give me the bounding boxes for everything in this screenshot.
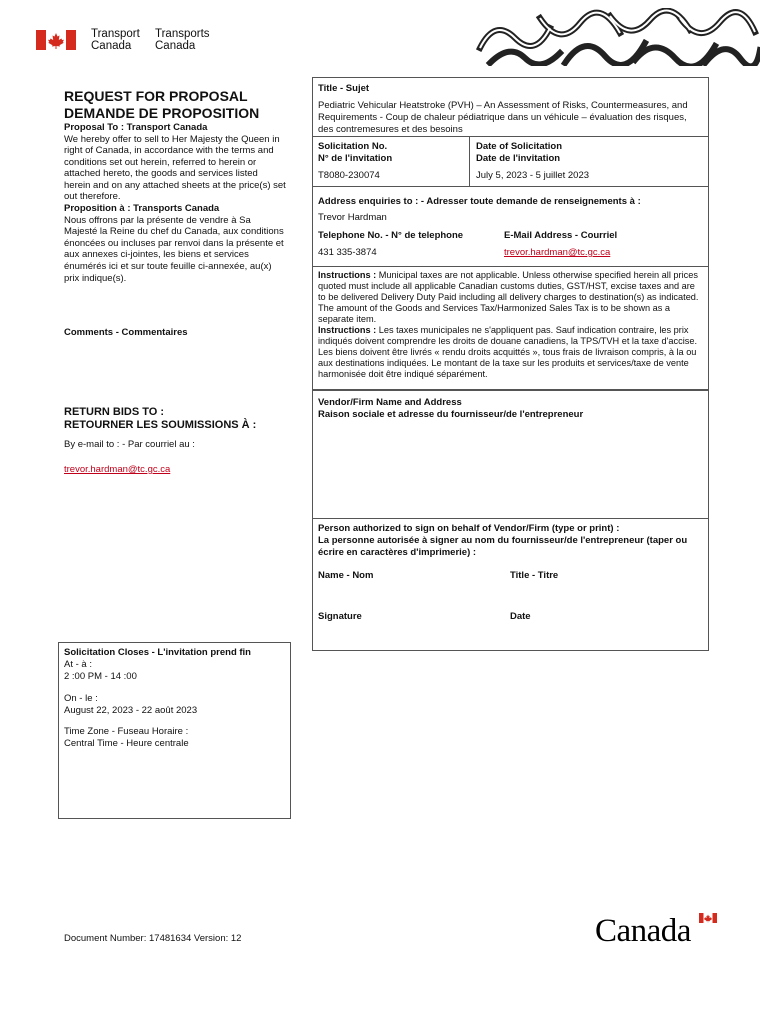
department-name-fr — [155, 28, 210, 52]
vendor-name-address-field[interactable] — [318, 425, 703, 513]
title-label: Title - Sujet — [318, 83, 370, 94]
instructions-en-heading: Instructions : — [318, 270, 377, 280]
telephone-value: 431 335-3874 — [318, 247, 377, 258]
email-label: E-Mail Address - Courriel — [504, 230, 618, 241]
proposal-to-en-heading: Proposal To : Transport Canada — [64, 122, 208, 133]
return-bids-heading — [64, 406, 256, 432]
divider — [313, 186, 708, 187]
date-field-label: Date — [510, 611, 531, 622]
department-en-line2: Canada — [91, 40, 132, 53]
department-fr-line1: Transports — [155, 28, 210, 40]
instructions-fr — [318, 325, 705, 380]
return-email-link[interactable]: trevor.hardman@tc.gc.ca — [64, 464, 171, 475]
address-enquiries-label: Address enquiries to : - Adresser toute demande de renseignements à : — [318, 196, 641, 207]
instructions-text — [318, 270, 705, 380]
date-label-en: Date of Solicitation — [476, 141, 563, 152]
person-authorized-label — [318, 523, 703, 559]
department-fr-line2: Canada — [155, 40, 196, 53]
telephone-label: Telephone No. - N° de telephone — [318, 230, 464, 241]
solicitation-no-label-fr: N° de l'invitation — [318, 152, 393, 164]
person-authorized-label-en: Person authorized to sign on behalf of Vendor/Firm (type or print) : — [318, 523, 620, 534]
decorative-pattern-graphic — [470, 8, 760, 66]
solicitation-no-value: T8080-230074 — [318, 170, 380, 181]
document-title — [64, 88, 259, 121]
name-label: Name - Nom — [318, 570, 374, 581]
date-of-solicitation-label — [476, 141, 562, 165]
title-fr: DEMANDE DE PROPOSITION — [64, 104, 260, 121]
at-value: 2 :00 PM - 14 :00 — [64, 670, 137, 682]
department-name-en — [91, 28, 140, 52]
solicitation-info-box — [312, 77, 709, 390]
wordmark-flag-icon — [699, 913, 717, 923]
divider — [313, 136, 708, 137]
return-bids-en: RETURN BIDS TO : — [64, 406, 165, 418]
contact-email-link[interactable]: trevor.hardman@tc.gc.ca — [504, 247, 611, 258]
timezone-value: Central Time - Heure centrale — [64, 738, 189, 750]
instructions-en — [318, 270, 705, 325]
solicitation-no-label — [318, 141, 392, 165]
date-label-fr: Date de l'invitation — [476, 152, 561, 164]
solicitation-closes-box — [58, 642, 291, 819]
divider — [313, 518, 708, 519]
instructions-en-body: Municipal taxes are not applicable. Unless otherwise specified herein all prices quoted must include all applicable Canadian customs duties, GST/HST, excise taxes and are to be delivered Delivery Duty Paid including all delivery charges to destination(s) as indicated. The amount of the Goods and Services Tax/Harmonized Sales Tax is to be shown as a separate item. — [318, 270, 699, 325]
by-email-label: By e-mail to : - Par courriel au : — [64, 439, 195, 450]
wordmark-text: Canada — [595, 913, 691, 949]
proposal-to-fr-body: Nous offrons par la présente de vendre à Sa Majesté la Reine du chef du Canada, aux conditions énoncées ou incluses par renvoi dans la présente et aux annexes ci-jointes, les biens et services énumérés ici et sur toute feuille ci-annexée, au(x) prix indique(s). — [64, 214, 284, 284]
solicitation-no-label-en: Solicitation No. — [318, 141, 388, 152]
proposal-to-section — [64, 122, 286, 284]
vendor-label-fr: Raison sociale et adresse du fournisseur/de l'entrepreneur — [318, 408, 584, 420]
canada-flag-icon — [36, 30, 76, 50]
proposal-to-fr-heading: Proposition à : Transports Canada — [64, 203, 220, 215]
date-of-solicitation-value: July 5, 2023 - 5 juillet 2023 — [476, 170, 590, 181]
timezone-label: Time Zone - Fuseau Horaire : — [64, 726, 189, 738]
vendor-label-en: Vendor/Firm Name and Address — [318, 397, 462, 408]
title-field-label: Title - Titre — [510, 570, 559, 581]
canada-wordmark — [595, 913, 720, 948]
divider — [469, 136, 470, 186]
title-en: REQUEST FOR PROPOSAL — [64, 88, 248, 104]
proposal-to-en-body: We hereby offer to sell to Her Majesty the Queen in right of Canada, in accordance with the terms and conditions set out herein, referred to herein or attached hereto, the goods and services listed herein and on any attached sheets at the price(s) set out therefore. — [64, 133, 286, 203]
person-authorized-label-fr: La personne autorisée à signer au nom du fournisseur/de l'entrepreneur (taper ou écrire en caractères d'imprimerie) : — [318, 534, 688, 558]
vendor-box — [312, 390, 709, 651]
at-label: At - à : — [64, 658, 92, 670]
vendor-label — [318, 397, 583, 421]
contact-name: Trevor Hardman — [318, 212, 387, 223]
return-bids-fr: RETOURNER LES SOUMISSIONS À : — [64, 419, 257, 432]
department-en-line1: Transport — [91, 28, 140, 40]
document-number: Document Number: 17481634 Version: 12 — [64, 933, 242, 944]
signature-label: Signature — [318, 611, 362, 622]
instructions-fr-heading: Instructions : — [318, 325, 377, 336]
on-label: On - le : — [64, 692, 98, 704]
divider — [313, 266, 708, 267]
title-value: Pediatric Vehicular Heatstroke (PVH) – An Assessment of Risks, Countermeasures, and Requirements - Coup de chaleur pédiatrique dans un véhicule – évaluation des risques, des contremesures et des besoins — [318, 100, 688, 135]
on-value: August 22, 2023 - 22 août 2023 — [64, 704, 198, 716]
instructions-fr-body: Les taxes municipales ne s'appliquent pas. Sauf indication contraire, les prix indiqués doivent comprendre les droits de douane canadiens, la TPS/TVH et la taxe d'accise. Les biens doivent être livrés « rendu droits acquittés », tous frais de livraison compris, à la ou aux destinations indiquées. Le montant de la taxe sur les produits et services/taxe de vente harmonisée doit être indiqué séparément. — [318, 325, 698, 380]
closes-label: Solicitation Closes - L'invitation prend fin — [64, 647, 251, 658]
comments-label: Comments - Commentaires — [64, 327, 188, 338]
